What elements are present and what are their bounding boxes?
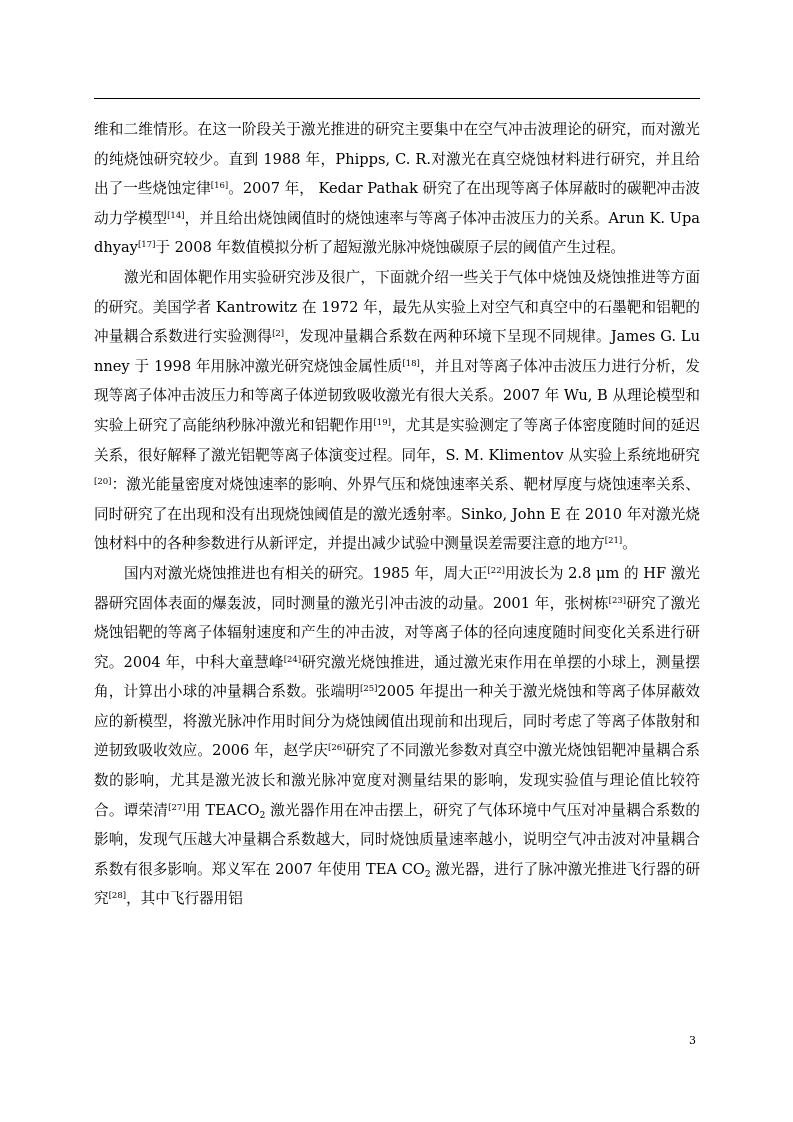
text-run: 2005 年提出一种关于激光烧蚀和等离子体屏蔽效应的新模型，将激光脉冲作用时间分为烧蚀阈值出现前和出现后，同时考虑了等离子体散射和逆韧致吸收效应。2006 年，赵学庆 [94,683,700,760]
paragraph [94,559,700,914]
body-text [94,115,700,914]
text-run: ，尤其是实验测定了等离子体密度随时间的延迟关系，很好解释了激光铝靶等离子体演变过程。同年，S. M. Klimentov 从实验上系统地研究 [94,416,700,464]
citation-ref: [28] [108,891,127,902]
citation-ref: [25] [360,684,378,695]
page-number: 3 [689,1034,696,1047]
citation-ref: [2] [272,329,285,340]
citation-ref: [14] [167,210,185,221]
text-run: 用波长为 2.8 μm 的 HF 激光器研究固体表面的爆轰波，同时测量的激光引冲击波的动量。2001 年，张树栋 [94,564,701,612]
text-run: 维和二维情形。在这一阶段关于激光推进的研究主要集中在空气冲击波理论的研究，而对激光的纯烧蚀研究较少。直到 1988 年，Phipps, C. R.对激光在真空烧蚀材料进行研究，并且给出了一些烧蚀定律 [94,121,700,198]
text-run: ，发现冲量耦合系数在两种环境下呈现不同规律。James G. Lunney 于 1998 年用脉冲激光研究烧蚀金属性质 [94,328,700,375]
citation-ref: [23] [608,595,627,606]
paragraph [94,115,700,263]
citation-ref: [24] [283,654,302,665]
citation-ref: [16] [210,181,229,192]
subscript: 2 [259,810,266,821]
text-run: 国内对激光烧蚀推进也有相关的研究。1985 年，周大正 [124,564,488,582]
text-run: ，并且给出烧蚀阈值时的烧蚀速率与等离子体冲击波压力的关系。Arun K. Upadhyay [94,209,700,257]
citation-ref: [22] [487,565,505,576]
text-run: 激光器作用在冲击摆上，研究了气体环境中气压对冲量耦合系数的影响，发现气压越大冲量耦合系数越大，同时烧蚀质量速率越小，说明空气冲击波对冲量耦合系数有很多影响。郑义军在 2007 年使用 TEA CO [94,801,700,878]
text-run: ：激光能量密度对烧蚀速率的影响、外界气压和烧蚀速率关系、靶材厚度与烧蚀速率关系、同时研究了在出现和没有出现烧蚀阈值是的激光透射率。Sinko, John E 在 2010 年对激光烧蚀材料中的各种参数进行从新评定，并提出减少试验中测量误差需要注意的地方 [94,476,700,553]
citation-ref: [19] [373,417,391,428]
text-run: 用 TEACO [185,801,260,819]
text-run: 研究激光烧蚀推进，通过激光束作用在单摆的小球上，测量摆角，计算出小球的冲量耦合系数。张端明 [94,653,700,701]
subscript: 2 [424,869,431,880]
header-rule [94,98,700,99]
citation-ref: [17] [137,240,156,251]
text-run: 激光和固体靶作用实验研究涉及很广，下面就介绍一些关于气体中烧蚀及烧蚀推进等方面的研究。美国学者 Kantrowitz 在 1972 年，最先从实验上对空气和真空中的石墨靶和铝靶的冲量耦合系数进行实验测得 [94,268,700,346]
text-run: 研究了不同激光参数对真空中激光烧蚀铝靶冲量耦合系数的影响，尤其是激光波长和激光脉冲宽度对测量结果的影响，发现实验值与理论值比较符合。谭荣清 [94,742,700,819]
citation-ref: [18] [402,358,420,369]
citation-ref: [21] [604,536,623,547]
text-run: 于 2008 年数值模拟分析了超短激光脉冲烧蚀碳原子层的阈值产生过程。 [155,239,626,257]
paragraph [94,263,700,559]
text-run: 研究了激光烧蚀铝靶的等离子体辐射速度和产生的冲击波，对等离子体的径向速度随时间变化关系进行研究。2004 年，中科大童慧峰 [94,594,700,671]
text-run: 激光器，进行了脉冲激光推进飞行器的研究 [94,860,700,908]
text-run: 。2007 年， Kedar Pathak 研究了在出现等离子体屏蔽时的碳靶冲击波动力学模型 [94,180,700,227]
text-run: ，其中飞行器用铝 [126,890,243,908]
citation-ref: [27] [168,802,186,813]
text-run: ，并且对等离子体冲击波压力进行分析，发现等离子体冲击波压力和等离子体逆韧致吸收激光有很大关系。2007 年 Wu, B 从理论模型和实验上研究了高能纳秒脉冲激光和铝靶作用 [94,357,700,434]
text-run: 。 [622,535,637,553]
citation-ref: [20] [94,477,112,488]
citation-ref: [26] [328,743,346,754]
